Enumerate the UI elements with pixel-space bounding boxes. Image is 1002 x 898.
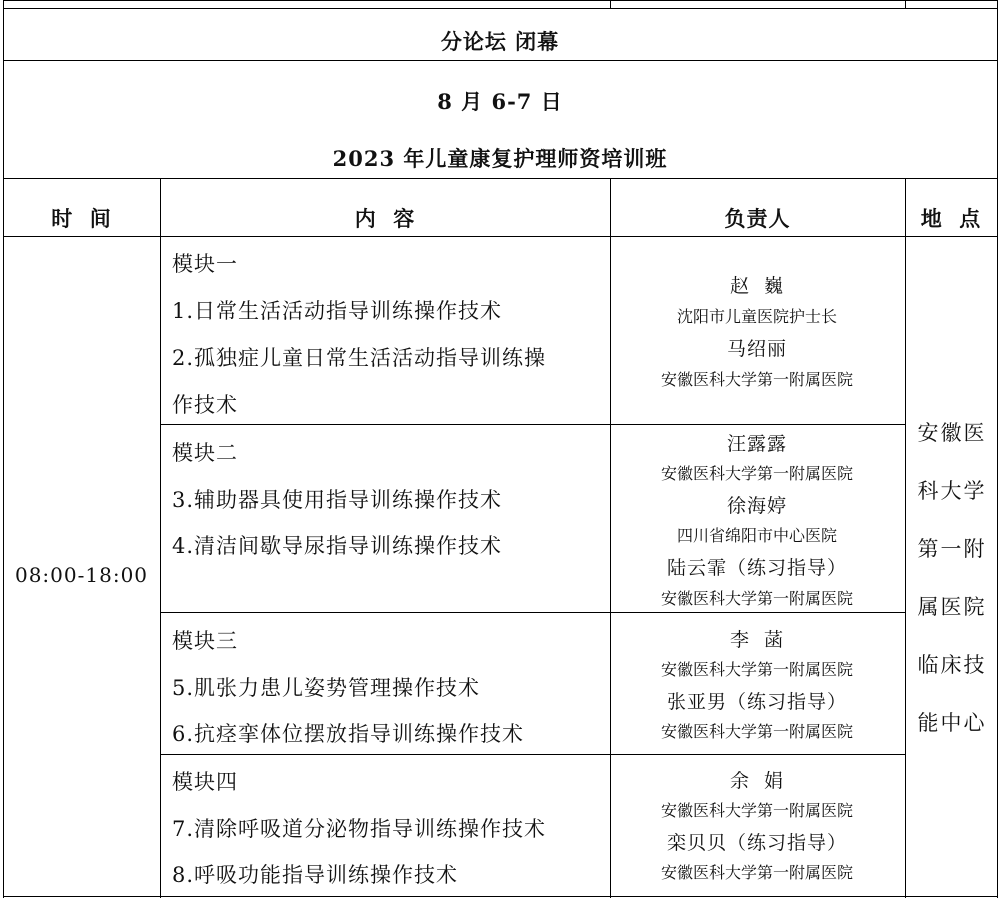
rule xyxy=(3,896,997,897)
rule xyxy=(3,60,997,61)
person-org: 安徽医科大学第一附属医院 xyxy=(660,370,853,389)
location-line: 安徽医 xyxy=(917,421,987,445)
rule xyxy=(3,178,997,179)
person-name: 余 娟 xyxy=(729,770,785,792)
col-sep-time xyxy=(160,178,161,898)
table-border-left xyxy=(3,0,4,898)
location-line: 科大学 xyxy=(917,479,987,503)
person-name: 马绍丽 xyxy=(726,338,787,360)
module-item: 2.孤独症儿童日常生活活动指导训练操 xyxy=(172,346,547,370)
rule xyxy=(3,8,997,9)
course-title: 2023 年儿童康复护理师资培训班 xyxy=(332,146,668,171)
person-org: 安徽医科大学第一附属医院 xyxy=(660,722,853,741)
person-name: 栾贝贝（练习指导） xyxy=(666,832,847,854)
person-org: 安徽医科大学第一附属医院 xyxy=(660,863,853,882)
rule xyxy=(160,424,905,425)
module-item: 6.抗痉挛体位摆放指导训练操作技术 xyxy=(172,722,525,746)
module-title: 模块三 xyxy=(172,629,238,653)
location-line: 能中心 xyxy=(917,711,987,735)
table-border-right xyxy=(997,0,998,898)
date-line: 8 月 6-7 日 xyxy=(437,89,563,114)
module-title: 模块一 xyxy=(172,252,238,276)
module-item: 4.清洁间歇导尿指导训练操作技术 xyxy=(172,534,503,558)
module-item: 3.辅助器具使用指导训练操作技术 xyxy=(172,488,503,512)
person-name: 汪露露 xyxy=(726,433,787,455)
module-title: 模块二 xyxy=(172,441,238,465)
module-title: 模块四 xyxy=(172,770,238,794)
person-org: 四川省绵阳市中心医院 xyxy=(676,526,837,545)
person-name: 李 菡 xyxy=(729,629,785,651)
person-org: 安徽医科大学第一附属医院 xyxy=(660,589,853,608)
person-name: 张亚男（练习指导） xyxy=(666,691,847,713)
module-item: 1.日常生活活动指导训练操作技术 xyxy=(172,299,503,323)
location-line: 属医院 xyxy=(917,595,987,619)
person-name: 陆云霏（练习指导） xyxy=(666,557,847,579)
module-item: 作技术 xyxy=(172,393,238,417)
header-content: 内 容 xyxy=(354,206,416,231)
forum-title: 分论坛 闭幕 xyxy=(440,29,560,54)
rule xyxy=(160,754,905,755)
header-responsible: 负责人 xyxy=(724,206,791,231)
header-time: 时 间 xyxy=(51,206,112,231)
person-name: 徐海婷 xyxy=(726,495,787,517)
person-org: 沈阳市儿童医院护士长 xyxy=(676,307,837,326)
time-range: 08:00-18:00 xyxy=(14,563,149,587)
rule xyxy=(160,612,905,613)
module-item: 5.肌张力患儿姿势管理操作技术 xyxy=(172,676,481,700)
person-org: 安徽医科大学第一附属医院 xyxy=(660,464,853,483)
rule xyxy=(905,0,906,8)
person-name: 赵 巍 xyxy=(729,275,785,297)
rule xyxy=(3,236,997,237)
rule xyxy=(610,0,611,8)
rule xyxy=(3,0,997,1)
module-item: 7.清除呼吸道分泌物指导训练操作技术 xyxy=(172,817,547,841)
location-line: 临床技 xyxy=(917,653,987,677)
module-item: 8.呼吸功能指导训练操作技术 xyxy=(172,863,459,887)
person-org: 安徽医科大学第一附属医院 xyxy=(660,660,853,679)
location-line: 第一附 xyxy=(917,537,987,561)
person-org: 安徽医科大学第一附属医院 xyxy=(660,801,853,820)
header-location: 地 点 xyxy=(920,206,982,231)
